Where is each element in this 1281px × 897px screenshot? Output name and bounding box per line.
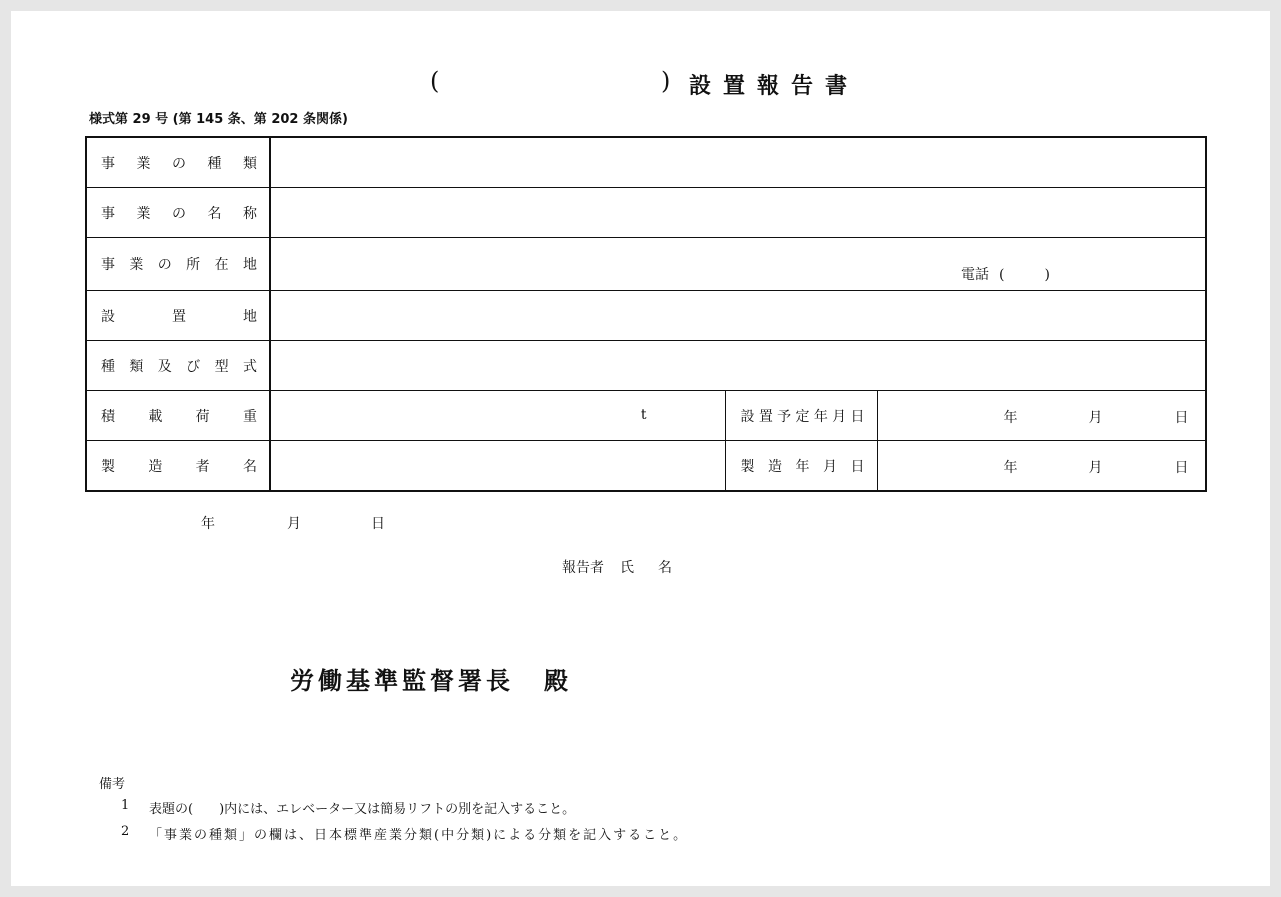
row-label-business-location bbox=[86, 238, 270, 291]
label-char: 月 bbox=[832, 408, 847, 425]
label-char: 所 bbox=[186, 257, 201, 273]
table-row bbox=[86, 391, 1206, 441]
planned-installation-date-field[interactable] bbox=[877, 391, 1206, 441]
row-label-installation-site bbox=[86, 291, 270, 341]
spread-label bbox=[101, 306, 257, 326]
label-char: 名 bbox=[207, 205, 222, 222]
label-char: 類 bbox=[129, 358, 144, 375]
table-row bbox=[86, 441, 1206, 492]
label-char: 称 bbox=[243, 205, 257, 222]
type-and-model-field[interactable] bbox=[270, 341, 1206, 391]
title-paren-close: ) bbox=[661, 67, 671, 95]
spread-label bbox=[101, 406, 257, 426]
row-label-type-and-model bbox=[86, 341, 270, 391]
reporter-line bbox=[562, 557, 696, 577]
label-char: 造 bbox=[148, 458, 163, 475]
spread-label bbox=[101, 456, 257, 476]
month-unit: 月 bbox=[1088, 460, 1103, 476]
label-char: 式 bbox=[242, 358, 257, 375]
title-text: 設置報告書 bbox=[689, 74, 860, 99]
row-label-load-capacity bbox=[86, 391, 270, 441]
notes-heading: 備考 bbox=[99, 777, 126, 792]
label-char: 事 bbox=[101, 205, 115, 222]
label-char: 製 bbox=[740, 458, 755, 475]
label-char: 地 bbox=[242, 257, 257, 273]
label-char: 事 bbox=[101, 155, 115, 172]
note-text: 「事業の種類」の欄は、日本標準産業分類(中分類)による分類を記入すること。 bbox=[149, 828, 689, 843]
table-row bbox=[86, 137, 1206, 188]
load-unit: t bbox=[640, 407, 647, 423]
label-char: 設 bbox=[101, 308, 115, 325]
note-text: 表題の( )内には、エレベーター又は簡易リフトの別を記入すること。 bbox=[149, 802, 576, 817]
label-char: 日 bbox=[850, 408, 865, 425]
reporter-name-label: 氏名 bbox=[620, 560, 696, 576]
label-char: 重 bbox=[242, 408, 257, 425]
label-char: 種 bbox=[101, 358, 115, 375]
note-item bbox=[99, 824, 689, 850]
label-char: 年 bbox=[813, 408, 828, 425]
installation-site-field[interactable] bbox=[270, 291, 1206, 341]
business-type-field[interactable] bbox=[270, 137, 1206, 188]
spread-label bbox=[101, 153, 257, 173]
row-label-business-name bbox=[86, 188, 270, 238]
label-char: 類 bbox=[243, 155, 257, 172]
label-char: 定 bbox=[795, 408, 810, 425]
row-label-business-type bbox=[86, 137, 270, 188]
phone-paren-open: ( bbox=[999, 267, 1005, 283]
label-char: 在 bbox=[214, 257, 229, 273]
form-number: 様式第 29 号 (第 145 条、第 202 条関係) bbox=[89, 112, 348, 127]
note-number: 2 bbox=[121, 824, 130, 839]
label-char: の bbox=[172, 155, 186, 172]
form-page bbox=[11, 11, 1270, 886]
month-unit: 月 bbox=[1088, 410, 1103, 426]
form-title bbox=[11, 67, 1270, 99]
label-char: 積 bbox=[101, 408, 115, 425]
addressee bbox=[290, 661, 572, 696]
spread-label bbox=[741, 456, 865, 476]
day-unit: 日 bbox=[371, 516, 385, 532]
label-char: 予 bbox=[777, 408, 792, 425]
label-char: 荷 bbox=[195, 408, 210, 425]
table-row bbox=[86, 188, 1206, 238]
label-char: 及 bbox=[157, 358, 172, 375]
label-char: 業 bbox=[136, 205, 151, 222]
year-unit: 年 bbox=[1003, 410, 1018, 426]
year-unit: 年 bbox=[1003, 460, 1018, 476]
manufacture-date-field[interactable] bbox=[877, 441, 1206, 492]
addressee-honorific: 殿 bbox=[544, 667, 572, 695]
business-name-field[interactable] bbox=[270, 188, 1206, 238]
label-char: 事 bbox=[101, 257, 115, 273]
planned-installation-date-label bbox=[725, 391, 877, 441]
spread-label bbox=[101, 254, 257, 274]
title-paren-open: ( bbox=[430, 67, 440, 95]
label-char: の bbox=[172, 205, 186, 222]
report-date-line[interactable] bbox=[201, 513, 401, 533]
month-unit: 月 bbox=[287, 516, 301, 532]
label-char: の bbox=[157, 257, 172, 273]
business-location-field[interactable] bbox=[270, 238, 1206, 291]
year-unit: 年 bbox=[201, 516, 215, 532]
phone-label: 電話 bbox=[961, 267, 989, 283]
manufacture-date-label bbox=[725, 441, 877, 492]
table-row bbox=[86, 341, 1206, 391]
label-char: び bbox=[186, 358, 201, 375]
notes-section bbox=[99, 773, 689, 850]
label-char: 造 bbox=[768, 458, 782, 475]
label-char: 地 bbox=[243, 308, 257, 325]
phone-paren-close: ) bbox=[1044, 267, 1050, 283]
label-char: 製 bbox=[101, 458, 115, 475]
date-units bbox=[878, 391, 1206, 440]
label-char: 業 bbox=[129, 257, 144, 273]
day-unit: 日 bbox=[1174, 410, 1189, 426]
manufacturer-field[interactable] bbox=[270, 441, 725, 492]
label-char: 置 bbox=[172, 308, 186, 325]
note-item bbox=[99, 798, 576, 824]
table-row bbox=[86, 238, 1206, 291]
label-char: 載 bbox=[148, 408, 163, 425]
row-label-manufacturer bbox=[86, 441, 270, 492]
table-row bbox=[86, 291, 1206, 341]
label-char: 者 bbox=[195, 458, 210, 475]
date-units bbox=[878, 441, 1206, 490]
label-char: 置 bbox=[758, 408, 773, 425]
label-char: 年 bbox=[795, 458, 810, 475]
label-char: 業 bbox=[136, 155, 151, 172]
label-char: 月 bbox=[823, 458, 837, 475]
report-table bbox=[85, 136, 1207, 492]
addressee-office: 労働基準監督署長 bbox=[290, 667, 514, 695]
label-char: 日 bbox=[850, 458, 865, 475]
spread-label bbox=[741, 406, 865, 426]
spread-label bbox=[101, 356, 257, 376]
note-number: 1 bbox=[121, 798, 130, 813]
label-char: 型 bbox=[214, 358, 229, 375]
spread-label bbox=[101, 203, 257, 223]
label-char: 設 bbox=[740, 408, 755, 425]
day-unit: 日 bbox=[1174, 460, 1189, 476]
phone-field bbox=[961, 264, 1050, 284]
label-char: 種 bbox=[207, 155, 222, 172]
load-capacity-field[interactable] bbox=[270, 391, 725, 441]
reporter-label: 報告者 bbox=[562, 560, 604, 576]
label-char: 名 bbox=[242, 458, 257, 475]
